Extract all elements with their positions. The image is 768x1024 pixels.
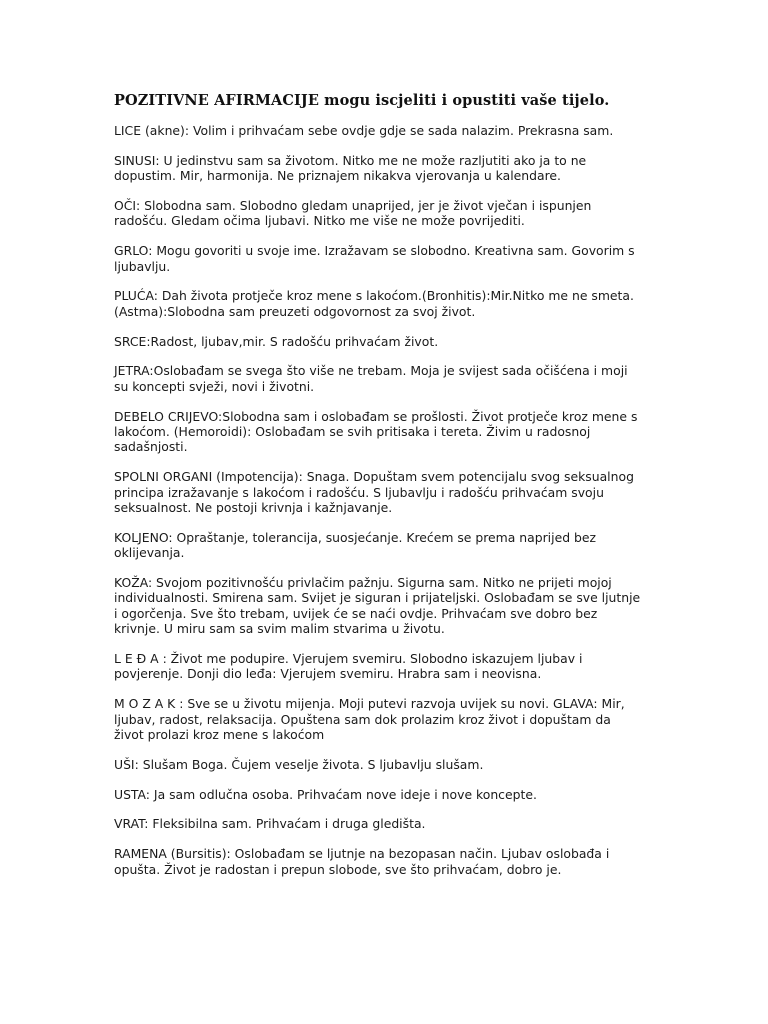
paragraph-pluca: PLUĆA: Dah života protječe kroz mene s lakoćom.(Bronhitis):Mir.Nitko me ne smeta. (Astma):Slobodna sam preuzeti odgovornost za svoj život. — [114, 288, 634, 319]
paragraph-sinusi: SINUSI: U jedinstvu sam sa životom. Nitko me ne može razljutiti ako ja to ne dopustim. Mir, harmonija. Ne priznajem nikakva vjerovanja u kalendare. — [114, 152, 587, 184]
paragraph-ramena: RAMENA (Bursitis): Oslobađam se ljutnje na bezopasan način. Ljubav oslobađa i opušta. Život je radostan i prepun slobode, sve što prihvaćam, dobro je. — [114, 846, 610, 877]
document-title: POZITIVNE AFIRMACIJE mogu iscjeliti i opustiti vaše tijelo. — [114, 92, 610, 109]
document-body — [114, 91, 659, 891]
paragraph-mozak: M O Z A K : Sve se u životu mijenja. Moji putevi razvoja uvijek su novi. GLAVA: Mir, ljubav, radost, relaksacija. Opuštena sam dok prolazim kroz život i dopuštam da život prolazi kroz mene s lakoćom — [114, 696, 625, 743]
paragraph-lice: LICE (akne): Volim i prihvaćam sebe ovdje gdje se sada nalazim. Prekrasna sam. — [114, 123, 614, 138]
paragraph-usi: UŠI: Slušam Boga. Čujem veselje života. S ljubavlju slušam. — [114, 756, 484, 772]
paragraph-vrat: VRAT: Fleksibilna sam. Prihvaćam i druga gledišta. — [114, 816, 426, 832]
paragraph-usta: USTA: Ja sam odlučna osoba. Prihvaćam nove ideje i nove koncepte. — [114, 786, 537, 802]
paragraph-oci: OČI: Slobodna sam. Slobodno gledam unaprijed, jer je život vječan i ispunjen radošću. Gledam očima ljubavi. Nitko me više ne može povrijediti. — [114, 198, 592, 229]
paragraph-spolni-organi: SPOLNI ORGANI (Impotencija): Snaga. Dopuštam svem potencijalu svog seksualnog principa izražavanje s lakoćom i radošću. S ljubavlju i radošću prihvaćam svoju seksualnost. Ne postoji krivnja i kažnjavanje. — [114, 469, 634, 516]
paragraph-ledja: L E Đ A : Život me podupire. Vjerujem svemiru. Slobodno iskazujem ljubav i povjerenje. Donji dio leđa: Vjerujem svemiru. Hrabra sam i neovisna. — [114, 651, 583, 682]
paragraph-koza: KOŽA: Svojom pozitivnošću privlačim pažnju. Sigurna sam. Nitko ne prijeti mojoj individualnosti. Smirena sam. Svijet je siguran i prijateljski. Oslobađam se sve ljutnje i ogorčenja. Sve što trebam, uvijek će se naći ovdje. Prihvaćam sve dobro bez krivnje. U miru sam sa svim malim stvarima u životu. — [114, 575, 641, 637]
paragraph-debelo-crijevo: DEBELO CRIJEVO:Slobodna sam i oslobađam se prošlosti. Život protječe kroz mene s lakoćom. (Hemoroidi): Oslobađam se svih pritisaka i tereta. Živim u radosnoj sadašnjosti. — [114, 408, 638, 455]
paragraph-koljeno: KOLJENO: Opraštanje, tolerancija, suosjećanje. Krećem se prema naprijed bez oklijevanja. — [114, 529, 596, 561]
paragraph-grlo: GRLO: Mogu govoriti u svoje ime. Izražavam se slobodno. Kreativna sam. Govorim s ljubavlju. — [114, 243, 635, 274]
paragraph-srce: SRCE:Radost, ljubav,mir. S radošću prihvaćam život. — [114, 333, 439, 349]
paragraph-jetra: JETRA:Oslobađam se svega što više ne trebam. Moja je svijest sada očišćena i moji su koncepti svježi, novi i životni. — [114, 363, 628, 394]
